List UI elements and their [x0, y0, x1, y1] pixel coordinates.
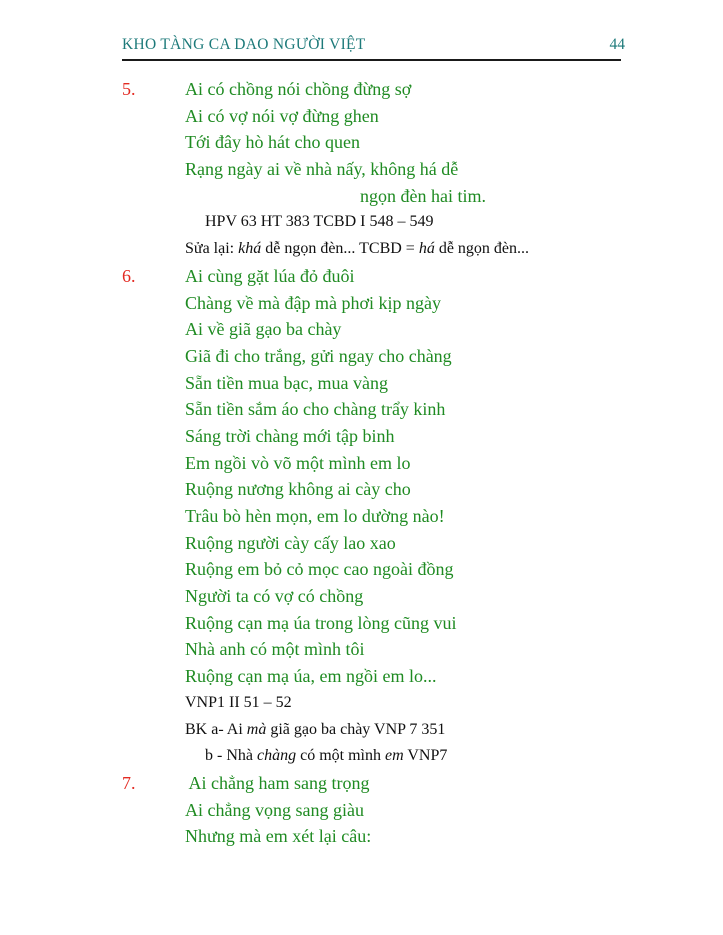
- entries-list: [122, 76, 682, 850]
- verse-line: Ai có chồng nói chồng đừng sợ: [185, 79, 412, 99]
- verse-line: Ai chẳng ham sang trọng: [185, 772, 370, 793]
- header-rule: [122, 59, 621, 61]
- verse-line: Sẵn tiền mua bạc, mua vàng: [185, 372, 388, 393]
- verse-line: Ruộng em bỏ cỏ mọc cao ngoài đồng: [185, 559, 454, 580]
- verse-line: Em ngồi vò võ một mình em lo: [185, 452, 411, 473]
- citation-segment: BK a- Ai: [185, 720, 247, 738]
- citation-line: [122, 717, 682, 744]
- citation-segment: có một mình: [296, 747, 385, 765]
- citation-segment: b - Nhà: [205, 747, 257, 765]
- citation-segment: dễ ngọn đèn...: [434, 240, 530, 258]
- cadao-entry: [122, 76, 682, 263]
- citation-italic-segment: khá: [238, 240, 262, 258]
- citation-line: [122, 690, 682, 717]
- citation-segment: HPV 63 HT 383 TCBD I 548 – 549: [205, 213, 434, 231]
- citation-italic-segment: em: [384, 747, 404, 765]
- verse-line: Ai có vợ nói vợ đừng ghen: [185, 105, 379, 126]
- verse-line: Ai cùng gặt lúa đỏ đuôi: [185, 265, 355, 286]
- verse-line: Nhà anh có một mình tôi: [185, 639, 365, 660]
- citation-italic-segment: mà: [246, 720, 267, 738]
- book-title: KHO TÀNG CA DAO NGƯỜI VIỆT: [122, 36, 366, 53]
- citation-segment: Sửa lại:: [185, 240, 239, 258]
- verse-line: Ruộng nương không ai cày cho: [185, 479, 411, 500]
- cadao-entry: [122, 770, 682, 850]
- citation-line: [122, 236, 682, 263]
- citation-italic-segment: chàng: [256, 747, 297, 765]
- entry-number: 7.: [122, 772, 136, 793]
- verse-line: Giã đi cho trắng, gửi ngay cho chàng: [185, 345, 452, 366]
- verse-line: Trâu bò hèn mọn, em lo dường nào!: [185, 506, 445, 526]
- citation-segment: dễ ngọn đèn... TCBD =: [261, 240, 419, 258]
- cadao-entry: [122, 263, 682, 770]
- verse-line: Sẵn tiền sắm áo cho chàng trẩy kinh: [185, 399, 446, 420]
- citation-segment: VNP1 II 51 – 52: [185, 693, 292, 711]
- citation-segment: giã gạo ba chày VNP 7 351: [266, 720, 446, 738]
- entry-number: 5.: [122, 79, 136, 99]
- verse-line: Ruộng cạn mạ úa trong lòng cũng vui: [185, 612, 457, 633]
- verse-line: Ai chẳng vọng sang giàu: [185, 799, 364, 820]
- verse-line: Người ta có vợ có chồng: [185, 586, 364, 607]
- verse-line: Nhưng mà em xét lại câu:: [185, 826, 372, 847]
- verse-line: ngọn đèn hai tim.: [360, 185, 486, 206]
- entry-number: 6.: [122, 265, 136, 286]
- page-number: 44: [609, 36, 625, 53]
- citation-line: [122, 209, 682, 236]
- page-header: [122, 36, 625, 54]
- verse-line: Rạng ngày ai về nhà nấy, không há dễ: [185, 159, 459, 180]
- verse-line: Ai về giã gạo ba chày: [185, 319, 342, 340]
- verse-line: Sáng trời chàng mới tập binh: [185, 425, 395, 446]
- verse-line: Ruộng cạn mạ úa, em ngồi em lo...: [185, 666, 437, 687]
- citation-segment: VNP7: [403, 747, 448, 765]
- verse-line: Chàng về mà đập mà phơi kịp ngày: [185, 292, 441, 313]
- verse-line: Tới đây hò hát cho quen: [185, 132, 360, 153]
- citation-line: [122, 743, 682, 770]
- citation-italic-segment: há: [418, 240, 435, 258]
- verse-line: Ruộng người cày cấy lao xao: [185, 532, 396, 553]
